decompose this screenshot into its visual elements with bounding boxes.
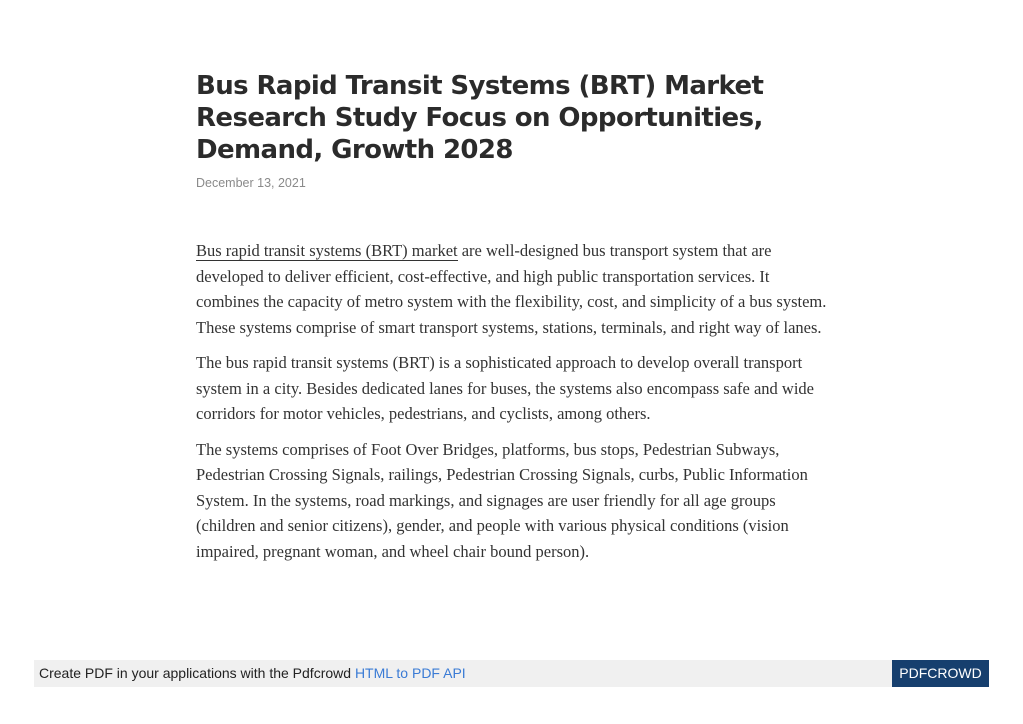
footer-message: Create PDF in your applications with the Pdfcrowd — [39, 665, 355, 681]
article — [196, 70, 828, 574]
pdfcrowd-footer — [34, 660, 989, 687]
footer-text — [39, 665, 466, 681]
paragraph-3: The systems comprises of Foot Over Bridges, platforms, bus stops, Pedestrian Subways, Pedestrian Crossing Signals, railings, Pedestrian Crossing Signals, curbs, Public Information System. In the systems, road markings, and signages are user friendly for all age groups (children and senior citizens), gender, and people with various physical conditions (vision impaired, pregnant woman, and wheel chair bound person). — [196, 439, 808, 561]
html-to-pdf-api-link[interactable]: HTML to PDF API — [354, 665, 466, 681]
article-body — [196, 238, 828, 564]
market-link[interactable]: Bus rapid transit systems (BRT) market — [196, 241, 458, 260]
article-title: Bus Rapid Transit Systems (BRT) Market Research Study Focus on Opportunities, Demand, Growth 2028 — [196, 71, 764, 165]
paragraph-1-text: are well-designed bus transport system that are developed to deliver efficient, cost-effective, and high public transportation services. It combines the capacity of metro system with the flexibility, cost, and simplicity of a bus system. These systems comprise of smart transport systems, stations, terminals, and right way of lanes. — [196, 241, 827, 337]
article-date: December 13, 2021 — [196, 176, 306, 190]
paragraph-2: The bus rapid transit systems (BRT) is a sophisticated approach to develop overall transport system in a city. Besides dedicated lanes for buses, the systems also encompass safe and wide corridors for motor vehicles, pedestrians, and cyclists, among others. — [196, 353, 814, 423]
paragraph-1 — [196, 238, 828, 340]
pdfcrowd-button[interactable]: PDFCROWD — [892, 660, 989, 687]
